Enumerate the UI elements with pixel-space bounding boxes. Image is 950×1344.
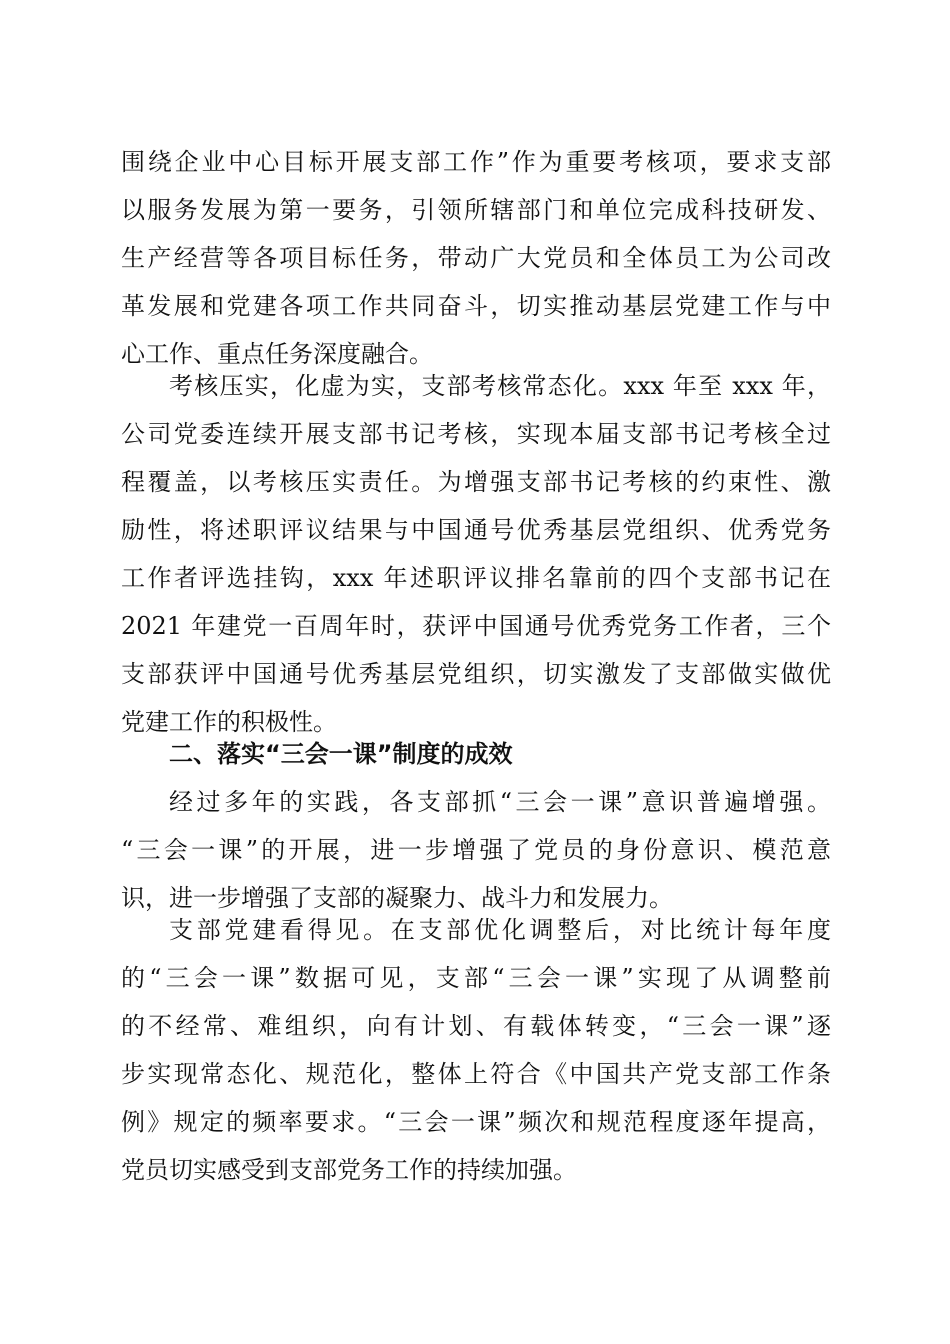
paragraph-1-line-2: 以服务发展为第一要务，引领所辖部门和单位完成科技研发、 [121,196,831,224]
paragraph-3-line-2: “三会一课”的开展，进一步增强了党员的身份意识、模范意 [121,836,831,864]
paragraph-2-line-7: 支部获评中国通号优秀基层党组织，切实激发了支部做实做优 [121,660,831,688]
paragraph-2-line-6: 2021 年建党一百周年时，获评中国通号优秀党务工作者，三个 [121,612,831,640]
paragraph-1-line-5: 心工作、重点任务深度融合。 [121,340,433,368]
paragraph-2-line-4: 励性，将述职评议结果与中国通号优秀基层党组织、优秀党务 [121,516,831,544]
paragraph-2-line-2: 公司党委连续开展支部书记考核，实现本届支部书记考核全过 [121,420,831,448]
paragraph-3-line-3: 识，进一步增强了支部的凝聚力、战斗力和发展力。 [121,884,673,912]
paragraph-4-line-2: 的“三会一课”数据可见，支部“三会一课”实现了从调整前 [121,964,831,992]
paragraph-2-line-3: 程覆盖，以考核压实责任。为增强支部书记考核的约束性、激 [121,468,831,496]
paragraph-4-line-4: 步实现常态化、规范化，整体上符合《中国共产党支部工作条 [121,1060,831,1088]
paragraph-2-line-8: 党建工作的积极性。 [121,708,337,736]
paragraph-1-line-3: 生产经营等各项目标任务，带动广大党员和全体员工为公司改 [121,244,831,272]
paragraph-4-line-6: 党员切实感受到支部党务工作的持续加强。 [121,1156,577,1184]
section-heading: 二、落实“三会一课”制度的成效 [169,740,513,768]
paragraph-2-line-1: 考核压实，化虚为实，支部考核常态化。xxx 年至 xxx 年， [169,372,831,400]
paragraph-2-line-5: 工作者评选挂钩，xxx 年述职评议排名靠前的四个支部书记在 [121,564,831,592]
paragraph-3-line-1: 经过多年的实践，各支部抓“三会一课”意识普遍增强。 [169,788,831,816]
paragraph-4-line-1: 支部党建看得见。在支部优化调整后，对比统计每年度 [169,916,831,944]
paragraph-4-line-3: 的不经常、难组织，向有计划、有载体转变，“三会一课”逐 [121,1012,831,1040]
paragraph-4-line-5: 例》规定的频率要求。“三会一课”频次和规范程度逐年提高， [121,1108,831,1136]
paragraph-1-line-4: 革发展和党建各项工作共同奋斗，切实推动基层党建工作与中 [121,292,831,320]
paragraph-1-line-1: 围绕企业中心目标开展支部工作”作为重要考核项，要求支部 [121,148,831,176]
